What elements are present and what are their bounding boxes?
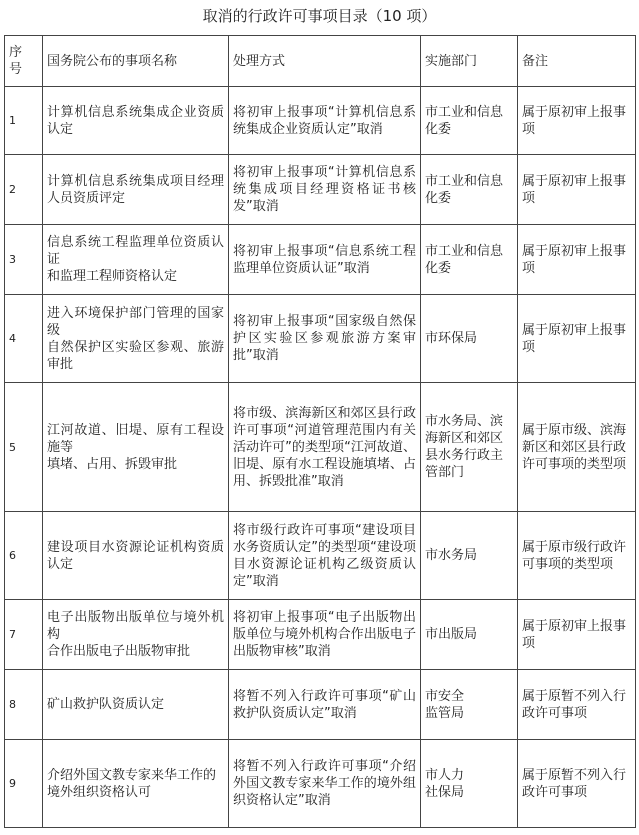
header-name: 国务院公布的事项名称 [43,36,229,87]
row-index: 4 [5,295,43,383]
row-note: 属于原初审上报事项 [518,295,636,383]
row-method: 将初审上报事项“电子出版物出版单位与境外机构合作出版电子出版物审核”取消 [229,600,421,670]
row-dept: 市工业和信息化委 [421,225,518,295]
row-dept: 市水务局 [421,512,518,600]
row-name: 矿山救护队资质认定 [43,670,229,740]
row-index: 8 [5,670,43,740]
header-dept: 实施部门 [421,36,518,87]
row-name: 建设项目水资源论证机构资质认定 [43,512,229,600]
row-method: 将初审上报事项“信息系统工程监理单位资质认证”取消 [229,225,421,295]
page-title: 取消的行政许可事项目录（10 项） [202,7,437,25]
row-index: 5 [5,383,43,512]
row-dept: 市工业和信息化委 [421,87,518,155]
header-row [5,36,636,87]
row-note: 属于原初审上报事项 [518,155,636,225]
table-row [5,225,636,295]
row-dept: 市安全 监管局 [421,670,518,740]
table-row [5,670,636,740]
table-row [5,512,636,600]
row-method: 将市级、滨海新区和郊区县行政许可事项“河道管理范围内有关活动许可”的类型项“江河故道、旧堤、原有水工程设施填堵、占用、拆毁批准”取消 [229,383,421,512]
row-index: 7 [5,600,43,670]
row-note: 属于原暂不列入行政许可事项 [518,670,636,740]
row-name: 计算机信息系统集成项目经理人员资质评定 [43,155,229,225]
row-name: 进入环境保护部门管理的国家级 自然保护区实验区参观、旅游审批 [43,295,229,383]
table-row [5,600,636,670]
header-method: 处理方式 [229,36,421,87]
row-method: 将市级行政许可事项“建设项目水务资质认定”的类型项“建设项目水资源论证机构乙级资质认定”取消 [229,512,421,600]
row-method: 将初审上报事项“计算机信息系统集成项目经理资格证书核发”取消 [229,155,421,225]
row-dept: 市出版局 [421,600,518,670]
table-row [5,155,636,225]
row-note: 属于原市级、滨海新区和郊区县行政许可事项的类型项 [518,383,636,512]
row-method: 将初审上报事项“计算机信息系统集成企业资质认定”取消 [229,87,421,155]
row-index: 9 [5,740,43,828]
row-note: 属于原初审上报事项 [518,87,636,155]
row-name: 信息系统工程监理单位资质认证 和监理工程师资格认定 [43,225,229,295]
row-method: 将暂不列入行政许可事项“介绍外国文教专家来华工作的境外组织资格认定”取消 [229,740,421,828]
row-note: 属于原暂不列入行政许可事项 [518,740,636,828]
table-row [5,383,636,512]
row-name: 电子出版物出版单位与境外机构 合作出版电子出版物审批 [43,600,229,670]
row-method: 将初审上报事项“国家级自然保护区实验区参观旅游方案审批”取消 [229,295,421,383]
row-name: 介绍外国文教专家来华工作的 境外组织资格认可 [43,740,229,828]
row-dept: 市工业和信息化委 [421,155,518,225]
row-note: 属于原初审上报事项 [518,225,636,295]
row-index: 3 [5,225,43,295]
header-note: 备注 [518,36,636,87]
row-name: 江河故道、旧堤、原有工程设施等 填堵、占用、拆毁审批 [43,383,229,512]
row-index: 2 [5,155,43,225]
row-dept: 市环保局 [421,295,518,383]
cancelled-items-table [4,35,636,828]
row-note: 属于原初审上报事项 [518,600,636,670]
row-note: 属于原市级行政许可事项的类型项 [518,512,636,600]
row-dept: 市水务局、滨海新区和郊区县水务行政主管部门 [421,383,518,512]
table-row [5,87,636,155]
table-row [5,295,636,383]
table-row [5,740,636,828]
row-dept: 市人力 社保局 [421,740,518,828]
row-method: 将暂不列入行政许可事项“矿山救护队资质认定”取消 [229,670,421,740]
row-index: 6 [5,512,43,600]
header-index: 序 号 [5,36,43,87]
row-name: 计算机信息系统集成企业资质认定 [43,87,229,155]
row-index: 1 [5,87,43,155]
